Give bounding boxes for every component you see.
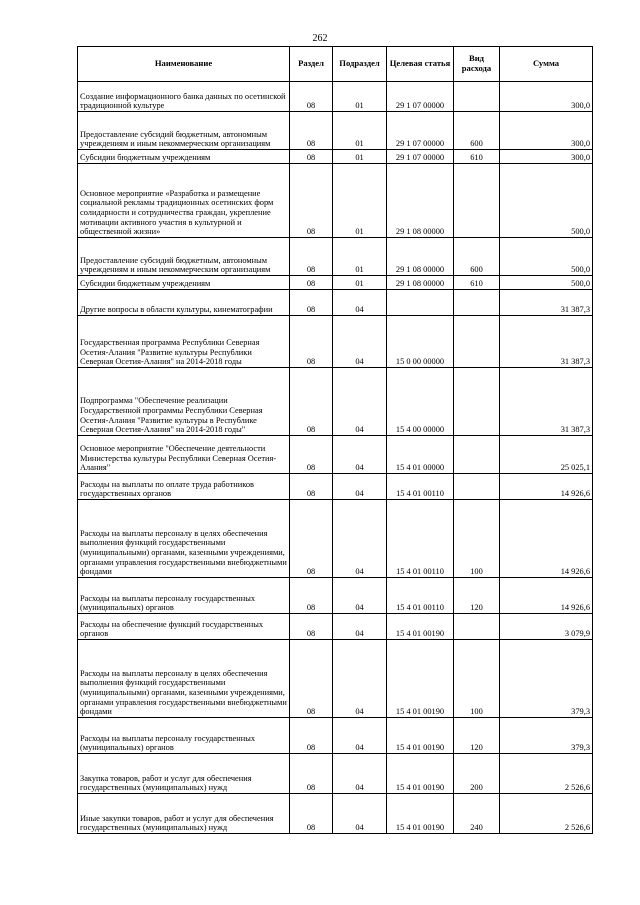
row-statya-cell: 15 0 00 00000 xyxy=(387,316,454,368)
row-statya-cell: 15 4 01 00190 xyxy=(387,794,454,834)
row-podrazdel-cell: 04 xyxy=(333,578,387,614)
table-row xyxy=(78,500,593,578)
row-summa-cell: 14 926,6 xyxy=(500,474,593,500)
row-statya-cell: 15 4 01 00190 xyxy=(387,614,454,640)
row-statya-cell: 15 4 01 00190 xyxy=(387,718,454,754)
row-name-cell: Другие вопросы в области культуры, кинематографии xyxy=(78,290,290,316)
row-statya-cell: 15 4 00 00000 xyxy=(387,368,454,436)
row-name-cell: Субсидии бюджетным учреждениям xyxy=(78,276,290,290)
page-number: 262 xyxy=(312,33,328,44)
row-summa-cell: 2 526,6 xyxy=(500,794,593,834)
row-razdel-cell: 08 xyxy=(290,500,333,578)
row-name-cell: Расходы на обеспечение функций государственных органов xyxy=(78,614,290,640)
table-header-row xyxy=(78,47,593,82)
row-summa-cell: 14 926,6 xyxy=(500,500,593,578)
table-row xyxy=(78,164,593,238)
table-row xyxy=(78,794,593,834)
row-razdel-cell: 08 xyxy=(290,474,333,500)
row-summa-cell: 300,0 xyxy=(500,82,593,112)
row-podrazdel-cell: 01 xyxy=(333,238,387,276)
row-name-cell: Основное мероприятие «Разработка и размещение социальной рекламы традиционных осетинских форм солидарности и сотрудничества граждан, укрепление мотивации активного участия в культурной и общественной жизни» xyxy=(78,164,290,238)
row-vid-cell xyxy=(454,164,500,238)
table-row xyxy=(78,368,593,436)
row-podrazdel-cell: 04 xyxy=(333,316,387,368)
row-statya-cell: 15 4 01 00190 xyxy=(387,640,454,718)
table-row xyxy=(78,112,593,150)
row-vid-cell: 100 xyxy=(454,500,500,578)
row-name-cell: Расходы на выплаты персоналу в целях обеспечения выполнения функций государственными (муниципальными) органами, казенными учреждениями, органами управления государственными внебюджетными фондами xyxy=(78,640,290,718)
row-podrazdel-cell: 01 xyxy=(333,164,387,238)
table-row xyxy=(78,474,593,500)
row-razdel-cell: 08 xyxy=(290,316,333,368)
table-row xyxy=(78,640,593,718)
row-razdel-cell: 08 xyxy=(290,164,333,238)
row-statya-cell: 29 1 07 00000 xyxy=(387,150,454,164)
row-statya-cell: 29 1 08 00000 xyxy=(387,276,454,290)
table-row xyxy=(78,150,593,164)
row-summa-cell: 500,0 xyxy=(500,238,593,276)
table-row xyxy=(78,82,593,112)
column-header-name: Наименование xyxy=(78,47,290,82)
row-razdel-cell: 08 xyxy=(290,112,333,150)
table-row xyxy=(78,614,593,640)
row-podrazdel-cell: 04 xyxy=(333,754,387,794)
row-vid-cell: 100 xyxy=(454,640,500,718)
table-row xyxy=(78,276,593,290)
column-header-vid: Вид расхода xyxy=(454,47,500,82)
row-razdel-cell: 08 xyxy=(290,238,333,276)
row-statya-cell: 15 4 01 00000 xyxy=(387,436,454,474)
row-vid-cell: 120 xyxy=(454,578,500,614)
row-razdel-cell: 08 xyxy=(290,290,333,316)
row-razdel-cell: 08 xyxy=(290,276,333,290)
row-podrazdel-cell: 01 xyxy=(333,112,387,150)
row-podrazdel-cell: 04 xyxy=(333,718,387,754)
row-statya-cell: 29 1 07 00000 xyxy=(387,112,454,150)
row-razdel-cell: 08 xyxy=(290,640,333,718)
row-razdel-cell: 08 xyxy=(290,794,333,834)
row-podrazdel-cell: 01 xyxy=(333,150,387,164)
row-summa-cell: 14 926,6 xyxy=(500,578,593,614)
row-vid-cell xyxy=(454,614,500,640)
row-name-cell: Субсидии бюджетным учреждениям xyxy=(78,150,290,164)
budget-table xyxy=(77,46,593,834)
table-row xyxy=(78,316,593,368)
row-name-cell: Предоставление субсидий бюджетным, автономным учреждениям и иным некоммерческим организациям xyxy=(78,112,290,150)
row-razdel-cell: 08 xyxy=(290,718,333,754)
column-header-podrazdel: Подраздел xyxy=(333,47,387,82)
row-vid-cell: 200 xyxy=(454,754,500,794)
row-summa-cell: 3 079,9 xyxy=(500,614,593,640)
row-podrazdel-cell: 04 xyxy=(333,436,387,474)
row-vid-cell: 600 xyxy=(454,238,500,276)
row-vid-cell xyxy=(454,436,500,474)
row-vid-cell: 610 xyxy=(454,276,500,290)
row-razdel-cell: 08 xyxy=(290,82,333,112)
row-vid-cell xyxy=(454,316,500,368)
row-vid-cell xyxy=(454,368,500,436)
row-podrazdel-cell: 04 xyxy=(333,614,387,640)
row-summa-cell: 500,0 xyxy=(500,276,593,290)
row-summa-cell: 31 387,3 xyxy=(500,316,593,368)
row-razdel-cell: 08 xyxy=(290,368,333,436)
row-summa-cell: 300,0 xyxy=(500,150,593,164)
table-row xyxy=(78,238,593,276)
row-podrazdel-cell: 04 xyxy=(333,500,387,578)
row-vid-cell: 240 xyxy=(454,794,500,834)
table-body xyxy=(78,82,593,834)
row-podrazdel-cell: 04 xyxy=(333,290,387,316)
table-row xyxy=(78,718,593,754)
row-name-cell: Расходы на выплаты по оплате труда работников государственных органов xyxy=(78,474,290,500)
row-razdel-cell: 08 xyxy=(290,436,333,474)
row-name-cell: Иные закупки товаров, работ и услуг для обеспечения государственных (муниципальных) нужд xyxy=(78,794,290,834)
table-row xyxy=(78,578,593,614)
column-header-statya: Целевая статья xyxy=(387,47,454,82)
row-name-cell: Основное мероприятие "Обеспечение деятельности Министерства культуры Республики Северная Осетия-Алания" xyxy=(78,436,290,474)
row-statya-cell: 29 1 07 00000 xyxy=(387,82,454,112)
row-summa-cell: 25 025,1 xyxy=(500,436,593,474)
row-name-cell: Государственная программа Республики Северная Осетия-Алания "Развитие культуры Республики Северная Осетия-Алания" на 2014-2018 годы xyxy=(78,316,290,368)
row-name-cell: Создание информационного банка данных по осетинской традиционной культуре xyxy=(78,82,290,112)
row-name-cell: Подпрограмма "Обеспечение реализации Государственной программы Республики Северная Осетия-Алания "Развитие культуры в Республике Северная Осетия-Алания" на 2014-2018 годы" xyxy=(78,368,290,436)
row-statya-cell xyxy=(387,290,454,316)
row-statya-cell: 15 4 01 00110 xyxy=(387,474,454,500)
row-vid-cell: 600 xyxy=(454,112,500,150)
row-podrazdel-cell: 04 xyxy=(333,794,387,834)
row-summa-cell: 31 387,3 xyxy=(500,368,593,436)
row-name-cell: Расходы на выплаты персоналу государственных (муниципальных) органов xyxy=(78,578,290,614)
row-statya-cell: 15 4 01 00110 xyxy=(387,500,454,578)
row-podrazdel-cell: 04 xyxy=(333,368,387,436)
row-podrazdel-cell: 04 xyxy=(333,474,387,500)
row-name-cell: Предоставление субсидий бюджетным, автономным учреждениям и иным некоммерческим организациям xyxy=(78,238,290,276)
table-row xyxy=(78,754,593,794)
table-row xyxy=(78,290,593,316)
row-summa-cell: 500,0 xyxy=(500,164,593,238)
row-podrazdel-cell: 01 xyxy=(333,276,387,290)
row-summa-cell: 300,0 xyxy=(500,112,593,150)
row-statya-cell: 29 1 08 00000 xyxy=(387,238,454,276)
row-name-cell: Расходы на выплаты персоналу в целях обеспечения выполнения функций государственными (муниципальными) органами, казенными учреждениями, органами управления государственными внебюджетными фондами xyxy=(78,500,290,578)
row-podrazdel-cell: 04 xyxy=(333,640,387,718)
table-row xyxy=(78,436,593,474)
column-header-summa: Сумма xyxy=(500,47,593,82)
row-name-cell: Закупка товаров, работ и услуг для обеспечения государственных (муниципальных) нужд xyxy=(78,754,290,794)
row-vid-cell: 120 xyxy=(454,718,500,754)
row-vid-cell xyxy=(454,82,500,112)
row-podrazdel-cell: 01 xyxy=(333,82,387,112)
row-razdel-cell: 08 xyxy=(290,578,333,614)
row-razdel-cell: 08 xyxy=(290,614,333,640)
row-statya-cell: 29 1 08 00000 xyxy=(387,164,454,238)
row-name-cell: Расходы на выплаты персоналу государственных (муниципальных) органов xyxy=(78,718,290,754)
row-summa-cell: 31 387,3 xyxy=(500,290,593,316)
row-summa-cell: 379,3 xyxy=(500,718,593,754)
row-vid-cell xyxy=(454,290,500,316)
row-razdel-cell: 08 xyxy=(290,150,333,164)
row-vid-cell xyxy=(454,474,500,500)
row-statya-cell: 15 4 01 00110 xyxy=(387,578,454,614)
row-statya-cell: 15 4 01 00190 xyxy=(387,754,454,794)
row-summa-cell: 2 526,6 xyxy=(500,754,593,794)
row-vid-cell: 610 xyxy=(454,150,500,164)
row-razdel-cell: 08 xyxy=(290,754,333,794)
row-summa-cell: 379,3 xyxy=(500,640,593,718)
column-header-razdel: Раздел xyxy=(290,47,333,82)
